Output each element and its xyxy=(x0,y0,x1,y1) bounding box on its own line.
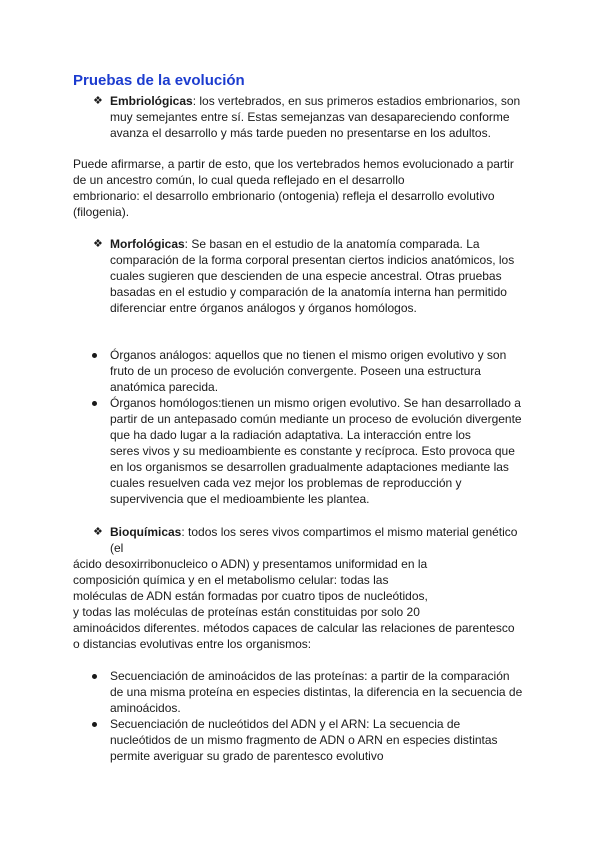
embriologicas-line-2: muy semejantes entre sí. Estas semejanzas van desapareciendo conforme xyxy=(110,110,510,124)
morfologicas-line-3: cuales sugieren que descienden de una especie ancestral. Otras pruebas xyxy=(110,269,502,283)
homologos-line-7: supervivencia que el medioambiente les plantea. xyxy=(110,492,370,506)
morfologicas-line-4: basadas en el estudio y comparación de la anatomía interna han permitido xyxy=(110,285,507,299)
round-bullet-icon xyxy=(92,674,97,679)
paragraph2-line-5: aminoácidos diferentes. métodos capaces de calcular las relaciones de parentesco xyxy=(73,621,515,635)
aminoacidos-line-3: aminoácidos. xyxy=(110,701,181,715)
paragraph2-line-3: moléculas de ADN están formadas por cuatro tipos de nucleótidos, xyxy=(73,589,428,603)
analogos-line-2: fruto de un proceso de evolución convergente. Poseen una estructura xyxy=(110,364,481,378)
paragraph1-line-2: de un ancestro común, lo cual queda reflejado en el desarrollo xyxy=(73,173,405,187)
round-bullet-icon xyxy=(92,353,97,358)
morfologicas-line-5: diferenciar entre órganos análogos y órganos homólogos. xyxy=(110,301,417,315)
morfologicas-term: Morfológicas xyxy=(110,237,185,251)
paragraph2-line-2: composición química y en el metabolismo celular: todas las xyxy=(73,573,389,587)
aminoacidos-line-1: Secuenciación de aminoácidos de las proteínas: a partir de la comparación xyxy=(110,669,510,683)
paragraph2-line-6: o distancias evolutivas entre los organismos: xyxy=(73,637,312,651)
homologos-line-5: en los organismos se desarrollen gradualmente adaptaciones mediante las xyxy=(110,460,509,474)
bioquimicas-line-1: Bioquímicas: todos los seres vivos compartimos el mismo material genético xyxy=(110,525,518,539)
homologos-line-1: Órganos homólogos:tienen un mismo origen evolutivo. Se han desarrollado a xyxy=(110,396,521,410)
round-bullet-icon xyxy=(92,401,97,406)
aminoacidos-line-2: de una misma proteína en especies distintas, la diferencia en la secuencia de xyxy=(110,685,523,699)
paragraph1-line-4: (filogenia). xyxy=(73,205,130,219)
page-title: Pruebas de la evolución xyxy=(73,72,245,89)
embriologicas-line-1: Embriológicas: los vertebrados, en sus primeros estadios embrionarios, son xyxy=(110,94,521,108)
diamond-bullet-icon: ❖ xyxy=(93,526,103,538)
embriologicas-term: Embriológicas xyxy=(110,94,193,108)
nucleotidos-line-2: nucleótidos de un mismo fragmento de ADN o ARN en especies distintas xyxy=(110,733,498,747)
diamond-bullet-icon: ❖ xyxy=(93,95,103,107)
embriologicas-line-3: avanza el desarrollo y más tarde pueden no presentarse en los adultos. xyxy=(110,126,491,140)
analogos-line-1: Órganos análogos: aquellos que no tienen el mismo origen evolutivo y son xyxy=(110,348,507,362)
paragraph1-line-3: embrionario: el desarrollo embrionario (ontogenia) refleja el desarrollo evolutivo xyxy=(73,189,495,203)
paragraph2-line-1: ácido desoxirribonucleico o ADN) y presentamos uniformidad en la xyxy=(73,557,428,571)
nucleotidos-line-1: Secuenciación de nucleótidos del ADN y el ARN: La secuencia de xyxy=(110,717,461,731)
morfologicas-line-2: comparación de la forma corporal presentan ciertos indicios anatómicos, los xyxy=(110,253,515,267)
diamond-bullet-icon: ❖ xyxy=(93,238,103,250)
paragraph1-line-1: Puede afirmarse, a partir de esto, que los vertebrados hemos evolucionado a partir xyxy=(73,157,514,171)
round-bullet-icon xyxy=(92,722,97,727)
bioquimicas-term: Bioquímicas xyxy=(110,525,182,539)
nucleotidos-line-3: permite averiguar su grado de parentesco evolutivo xyxy=(110,749,384,763)
morfologicas-line-1: Morfológicas: Se basan en el estudio de la anatomía comparada. La xyxy=(110,237,480,251)
homologos-line-4: seres vivos y su medioambiente es constante y recíproca. Esto provoca que xyxy=(110,444,515,458)
paragraph2-line-4: y todas las moléculas de proteínas están constituidas por solo 20 xyxy=(73,605,420,619)
homologos-line-2: partir de un antepasado común mediante un proceso de evolución divergente xyxy=(110,412,522,426)
homologos-line-3: que ha dado lugar a la radiación adaptativa. La interacción entre los xyxy=(110,428,471,442)
bioquimicas-line-2: (el xyxy=(110,541,124,555)
homologos-line-6: cuales resuelven cada vez mejor los problemas de reproducción y xyxy=(110,476,462,490)
analogos-line-3: anatómica parecida. xyxy=(110,380,219,394)
